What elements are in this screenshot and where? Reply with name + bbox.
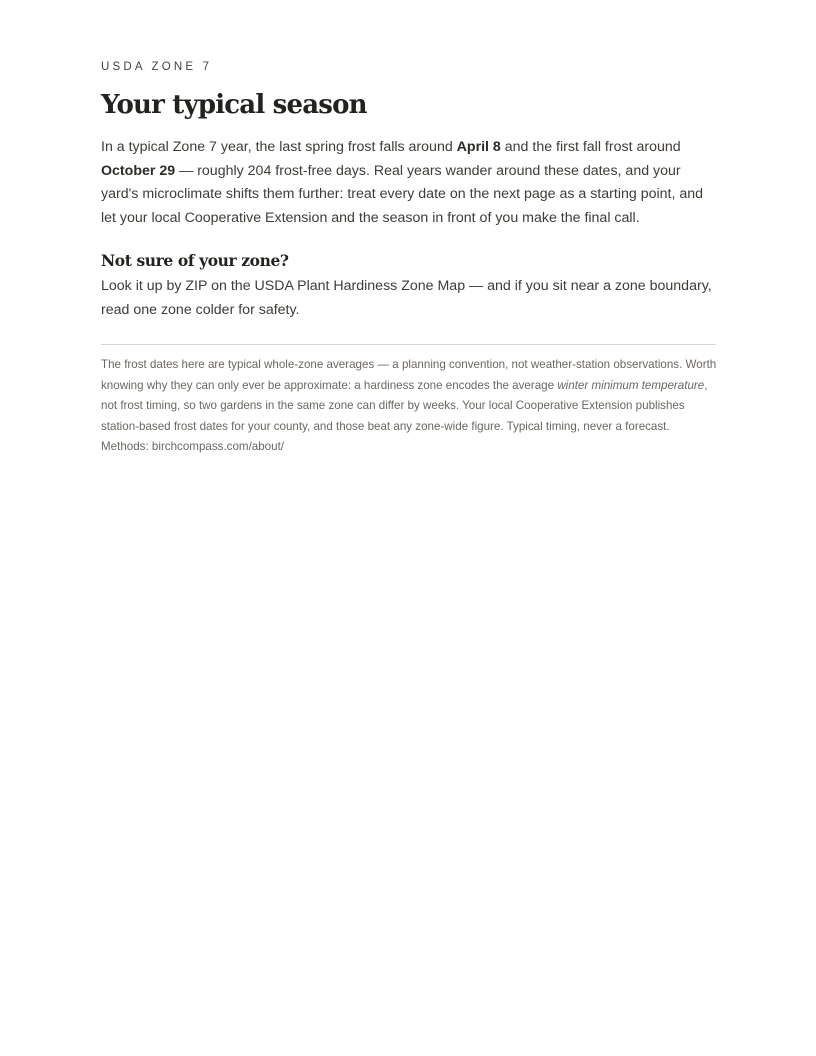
intro-text-2: and the first fall frost around <box>500 139 681 155</box>
page-content <box>101 58 717 458</box>
first-frost-date: October 29 <box>101 162 176 179</box>
intro-paragraph <box>101 136 717 230</box>
zone-eyebrow: USDA ZONE 7 <box>101 61 213 73</box>
last-frost-date: April 8 <box>456 139 501 155</box>
footnote-emphasis: winter minimum temperature <box>557 378 705 392</box>
footnote <box>101 355 717 458</box>
zone-help-text: Look it up by ZIP on the USDA Plant Hardiness Zone Map — and if you sit near a zone boundary, read one zone colder for safety. <box>101 278 712 318</box>
methods-link[interactable]: birchcompass.com/about/ <box>151 440 285 453</box>
intro-text-3: — roughly 204 frost-free days. Real years wander around these dates, and your yard's microclimate shifts them further: treat every date on the next page as a starting point, and let your local Cooperative Extension and the season in front of you make the final call. <box>101 162 704 226</box>
divider <box>101 344 716 345</box>
zone-help-heading: Not sure of your zone? <box>101 251 289 270</box>
footnote-text-1: The frost dates here are typical whole-zone averages — a planning convention, not weather-station observations. Worth knowing why they can only ever be approximate: a hardiness zone encodes the average <box>101 358 717 392</box>
footnote-text-2: , not frost timing, so two gardens in the same zone can differ by weeks. Your local Cooperative Extension publishes station-based frost dates for your county, and those beat any zone-wide figure. Typical timing, never a forecast. Methods: <box>101 378 708 453</box>
page-title: Your typical season <box>101 90 367 120</box>
intro-text-1: In a typical Zone 7 year, the last spring frost falls around <box>101 139 457 155</box>
